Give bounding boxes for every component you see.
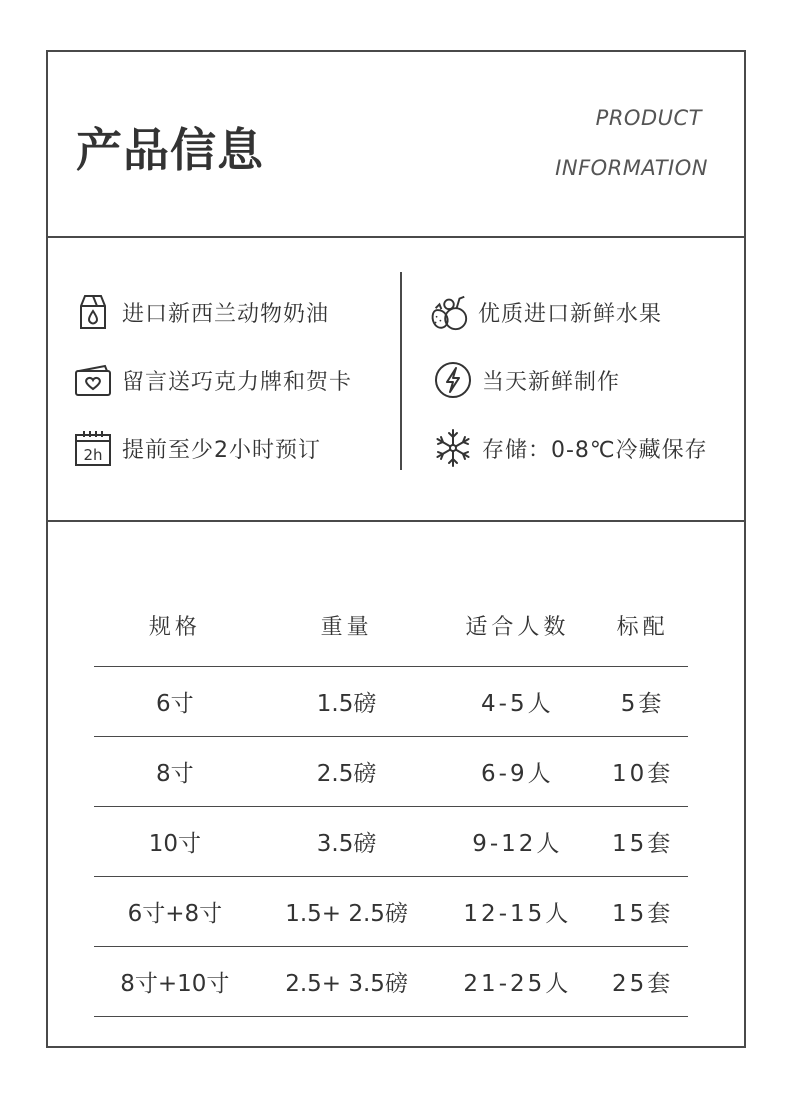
cell-size: 6寸+8寸 bbox=[94, 877, 256, 947]
header-weight: 重量 bbox=[320, 614, 373, 640]
feature-storage bbox=[432, 426, 708, 470]
cell-servings: 6-9人 bbox=[437, 737, 597, 807]
cell-weight: 1.5+ 2.5磅 bbox=[256, 877, 438, 947]
cell-tableware: 15套 bbox=[597, 877, 688, 947]
cell-tableware: 15套 bbox=[597, 807, 688, 877]
cell-weight: 3.5磅 bbox=[256, 807, 438, 877]
table-row bbox=[94, 737, 688, 807]
feature-fruit bbox=[428, 290, 662, 334]
calendar-2h-icon bbox=[72, 427, 114, 469]
spec-table bbox=[94, 584, 688, 1017]
cell-size: 8寸+10寸 bbox=[94, 947, 256, 1017]
table-row bbox=[94, 947, 688, 1017]
header-size: 规格 bbox=[148, 614, 201, 640]
feature-cream bbox=[72, 290, 329, 334]
divider-header bbox=[48, 236, 744, 238]
features-divider bbox=[400, 272, 402, 470]
feature-text: 提前至少2小时预订 bbox=[122, 437, 321, 463]
page-title: 产品信息 bbox=[76, 123, 264, 177]
svg-text:2h: 2h bbox=[83, 446, 103, 464]
table-row bbox=[94, 667, 688, 737]
cell-weight: 2.5+ 3.5磅 bbox=[256, 947, 438, 1017]
snowflake-icon bbox=[432, 427, 474, 469]
cell-servings: 12-15人 bbox=[437, 877, 597, 947]
feature-text: 当天新鲜制作 bbox=[482, 369, 621, 395]
table-header-row bbox=[94, 584, 688, 667]
feature-text: 存储：0-8℃冷藏保存 bbox=[482, 437, 708, 463]
fruit-icon bbox=[428, 291, 470, 333]
cell-servings: 9-12人 bbox=[437, 807, 597, 877]
subtitle-information: INFORMATION bbox=[555, 156, 708, 180]
product-info-card bbox=[46, 50, 746, 1048]
cell-tableware: 25套 bbox=[597, 947, 688, 1017]
cell-weight: 2.5磅 bbox=[256, 737, 438, 807]
feature-card bbox=[72, 358, 352, 402]
cell-size: 8寸 bbox=[94, 737, 256, 807]
cell-size: 10寸 bbox=[94, 807, 256, 877]
cell-servings: 21-25人 bbox=[437, 947, 597, 1017]
feature-text: 留言送巧克力牌和贺卡 bbox=[122, 369, 353, 395]
cell-servings: 4-5人 bbox=[437, 667, 597, 737]
feature-text: 优质进口新鲜水果 bbox=[478, 301, 663, 327]
cell-weight: 1.5磅 bbox=[256, 667, 438, 737]
subtitle-product: PRODUCT bbox=[595, 106, 702, 130]
table-row bbox=[94, 807, 688, 877]
table-row bbox=[94, 877, 688, 947]
cell-tableware: 5套 bbox=[597, 667, 688, 737]
cell-size: 6寸 bbox=[94, 667, 256, 737]
feature-preorder bbox=[72, 426, 321, 470]
lightning-icon bbox=[432, 359, 474, 401]
feature-fresh bbox=[432, 358, 620, 402]
header-servings: 适合人数 bbox=[465, 614, 570, 640]
header-tableware: 标配 bbox=[616, 614, 669, 640]
feature-text: 进口新西兰动物奶油 bbox=[122, 301, 330, 327]
cell-tableware: 10套 bbox=[597, 737, 688, 807]
milk-carton-icon bbox=[72, 291, 114, 333]
heart-card-icon bbox=[72, 359, 114, 401]
divider-features bbox=[48, 520, 744, 522]
